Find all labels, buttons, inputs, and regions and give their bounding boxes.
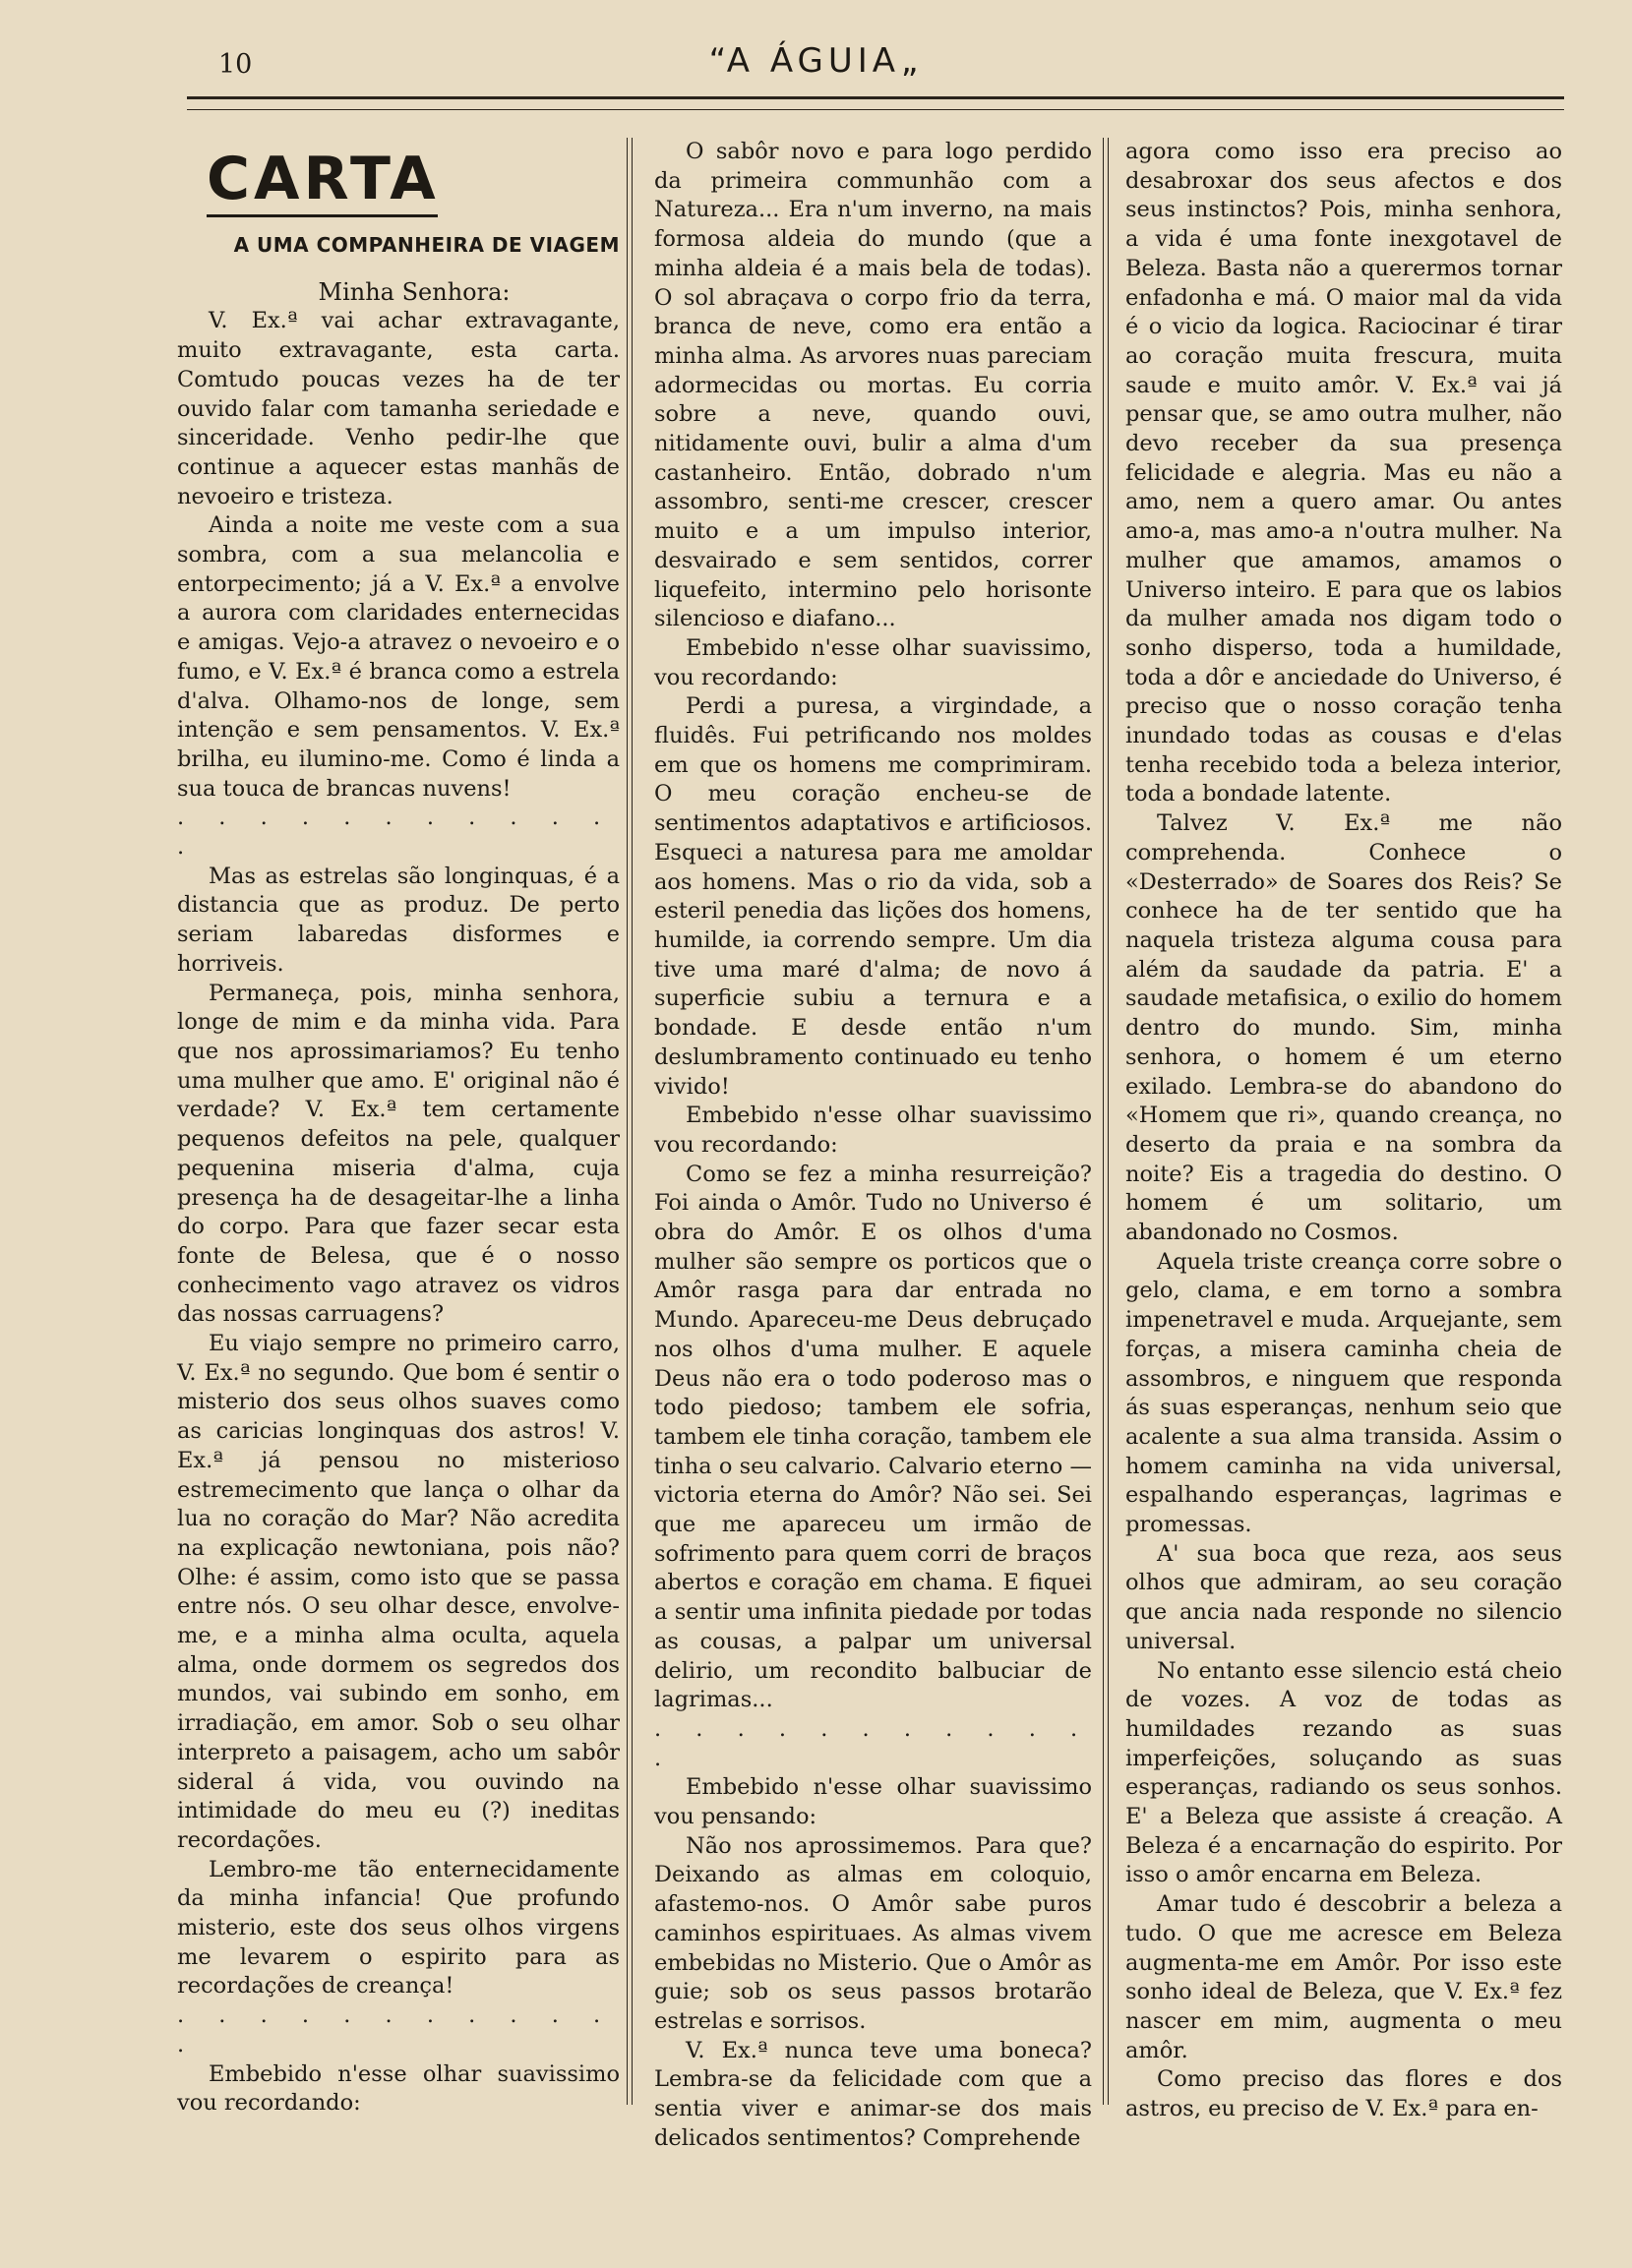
article-subtitle: A UMA COMPANHEIRA DE VIAGEM bbox=[233, 233, 620, 257]
paragraph: Embebido n'esse olhar suavissimo vou recordando: bbox=[654, 1103, 1092, 1158]
paragraph: Ainda a noite me veste com a sua sombra, com a sua melancolia e entorpecimento; já a V. Ex.ª a envolve a aurora com claridades enternecidas e amigas. Vejo-a atravez o nevoeiro e o fumo, e V. Ex.ª é branca como a estrela d'alva. Olhamo-nos de longe, sem intenção e sem pensamentos. V. Ex.ª brilha, eu ilumino-me. Como é linda a sua touca de brancas nuvens! bbox=[177, 512, 620, 802]
paragraph: Como preciso das flores e dos astros, eu preciso de V. Ex.ª para en- bbox=[1125, 2066, 1562, 2122]
column-divider bbox=[1103, 138, 1109, 2105]
paragraph: Lembro-me tão enternecidamente da minha infancia! Que profundo misterio, este dos seus olhos virgens me levarem o espirito para as recordações de creança! bbox=[177, 1856, 620, 1999]
ellipsis-break: . . . . . . . . . . . . bbox=[177, 805, 615, 861]
header-rule bbox=[187, 96, 1564, 110]
paragraph: Permaneça, pois, minha senhora, longe de mim e da minha vida. Para que nos aprossimariamos? Eu tenho uma mulher que amo. E' original não é verdade? V. Ex.ª tem certamente pequenos defeitos na pele, qualquer pequenina miseria d'alma, cuja presença ha de desageitar-lhe a linha do corpo. Para que fazer secar esta fonte de Belesa, que é o nosso conhecimento vago atravez os vidros das nossas carruagens? bbox=[177, 980, 620, 1328]
ellipsis-break: . . . . . . . . . . . . bbox=[177, 2002, 615, 2058]
paragraph: Talvez V. Ex.ª me não comprehenda. Conhece o «Desterrado» de Soares dos Reis? Se conhece ha de ter sentido que ha naquela tristeza alguma cousa para além da saudade da patria. E' a saudade metafisica, o exilio do homem dentro do mundo. Sim, minha senhora, o homem é um eterno exilado. Lembra-se do abandono do «Homem que ri», quando creança, no deserto da praia e na sombra da noite? Eis a tragedia do destino. O homem é um solitario, um abandonado no Cosmos. bbox=[1125, 810, 1562, 1246]
page-number: 10 bbox=[218, 49, 253, 80]
ellipsis-break: . . . . . . . . . . . . bbox=[654, 1715, 1092, 1771]
paragraph: Mas as estrelas são longinquas, é a distancia que as produz. De perto seriam labaredas disformes e horriveis. bbox=[177, 863, 620, 977]
column-2 bbox=[654, 138, 1092, 2154]
paragraph: Embebido n'esse olhar suavissimo vou recordando: bbox=[177, 2060, 620, 2117]
masthead-title: “A ÁGUIA„ bbox=[708, 41, 924, 81]
paragraph: No entanto esse silencio está cheio de vozes. A voz de todas as humildades rezando as suas imperfeições, soluçando as suas esperanças, radiando os seus sonhos. E' a Beleza que assiste á creação. A Beleza é a encarnação do espirito. Por isso o amôr encarna em Beleza. bbox=[1125, 1657, 1562, 1888]
paragraph: V. Ex.ª vai achar extravagante, muito extravagante, esta carta. Comtudo poucas vezes ha de ter ouvido falar com tamanha seriedade e sinceridade. Venho pedir-lhe que continue a aquecer estas manhãs de nevoeiro e tristeza. bbox=[177, 308, 620, 509]
title-underline bbox=[207, 214, 438, 217]
salutation: Minha Senhora: bbox=[318, 277, 511, 306]
column-divider bbox=[627, 138, 633, 2105]
paragraph: O sabôr novo e para logo perdido da primeira communhão com a Natureza... Era n'um inverno, na mais formosa aldeia do mundo (que a minha aldeia é a mais bela de todas). O sol abraçava o corpo frio da terra, branca de neve, como era então a minha alma. As arvores nuas pareciam adormecidas ou mortas. Eu corria sobre a neve, quando ouvi, nitidamente ouvi, bulir a alma d'um castanheiro. Então, dobrado n'um assombro, senti-me crescer, crescer muito e a um impulso interior, desvairado e sem sentidos, correr liquefeito, intermino pelo horisonte silencioso e diafano... bbox=[654, 139, 1092, 632]
paragraph: Embebido n'esse olhar suavissimo, vou recordando: bbox=[654, 634, 1092, 690]
column-3 bbox=[1125, 138, 1562, 2124]
paragraph: Como se fez a minha resurreição? Foi ainda o Amôr. Tudo no Universo é obra do Amôr. E os olhos d'uma mulher são sempre os porticos que o Amôr rasga para dar entrada no Mundo. Apareceu-me Deus debruçado nos olhos d'uma mulher. E aquele Deus não era o todo poderoso mas o todo piedoso; tambem ele sofria, tambem ele tinha coração, tambem ele tinha o seu calvario. Calvario eterno —victoria eterna do Amôr? Não sei. Sei que me apareceu um irmão de sofrimento para quem corri de braços abertos e coração em chama. E fiquei a sentir uma infinita piedade por todas as cousas, a palpar um universal delirio, um recondito balbuciar de lagrimas... bbox=[654, 1161, 1092, 1713]
paragraph: Aquela triste creança corre sobre o gelo, clama, e em torno a sombra impenetravel e muda. Arquejante, sem forças, a misera caminha cheia de assombros, e ninguem que responda ás suas esperanças, nenhum seio que acalente a sua alma transida. Assim o homem caminha na vida universal, espalhando esperanças, lagrimas e promessas. bbox=[1125, 1248, 1562, 1538]
paragraph: agora como isso era preciso ao desabroxar dos seus afectos e dos seus instinctos? Pois, minha senhora, a vida é uma fonte inexgotavel de Beleza. Basta não a querermos tornar enfadonha e má. O maior mal da vida é o vicio da logica. Raciocinar é tirar ao coração muita frescura, muita saude e muito amôr. V. Ex.ª vai já pensar que, se amo outra mulher, não devo receber da sua presença felicidade e alegria. Mas eu não a amo, nem a quero amar. Ou antes amo-a, mas amo-a n'outra mulher. Na mulher que amamos, amamos o Universo inteiro. E para que os labios da mulher amada nos digam todo o sonho disperso, toda a humildade, toda a dôr e anciedade do Universo, é preciso que o nosso coração tenha inundado todas as cousas e d'elas tenha recebido toda a beleza interior, toda a bondade latente. bbox=[1125, 139, 1562, 807]
paragraph: Não nos aprossimemos. Para que? Deixando as almas em coloquio, afastemo-nos. O Amôr sabe puros caminhos espirituaes. As almas vivem embebidas no Misterio. Que o Amôr as guie; sob os seus passos brotarão estrelas e sorrisos. bbox=[654, 1832, 1092, 2034]
paragraph: V. Ex.ª nunca teve uma boneca? Lembra-se da felicidade com que a sentia viver e animar-se dos mais delicados sentimentos? Comprehende bbox=[654, 2037, 1092, 2151]
paragraph: Amar tudo é descobrir a beleza a tudo. O que me acresce em Beleza augmenta-me em Amôr. Por isso este sonho ideal de Beleza, que V. Ex.ª fez nascer em mim, augmenta o meu amôr. bbox=[1125, 1891, 1562, 2063]
paragraph: Perdi a puresa, a virgindade, a fluidês. Fui petrificando nos moldes em que os homens me comprimiram. O meu coração encheu-se de sentimentos adaptativos e artificiosos. Esqueci a naturesa para me amoldar aos homens. Mas o rio da vida, sob a esteril penedia das lições dos homens, humilde, ia correndo sempre. Um dia tive uma maré d'alma; de novo á superficie subiu a ternura e a bondade. E desde então n'um deslumbramento continuado eu tenho vivido! bbox=[654, 693, 1092, 1100]
paragraph: Embebido n'esse olhar suavissimo vou pensando: bbox=[654, 1774, 1092, 1830]
paragraph: A' sua boca que reza, aos seus olhos que admiram, ao seu coração que ancia nada responde no silencio universal. bbox=[1125, 1540, 1562, 1654]
paragraph: Eu viajo sempre no primeiro carro, V. Ex.ª no segundo. Que bom é sentir o misterio dos seus olhos suaves como as caricias longinquas dos astros! V. Ex.ª já pensou no misterioso estremecimento que lança o olhar da lua no coração do Mar? Não acredita na explicação newtoniana, pois não? Olhe: é assim, como isto que se passa entre nós. O seu olhar desce, envolve-me, e a minha alma oculta, aquela alma, onde dormem os segredos dos mundos, vai subindo em sonho, em irradiação, em amor. Sob o seu olhar interpreto a paisagem, acho um sabôr sideral á vida, vou ouvindo na intimidade do meu eu (?) ineditas recordações. bbox=[177, 1331, 620, 1853]
article-title: CARTA bbox=[207, 145, 440, 213]
column-1 bbox=[177, 138, 620, 2119]
